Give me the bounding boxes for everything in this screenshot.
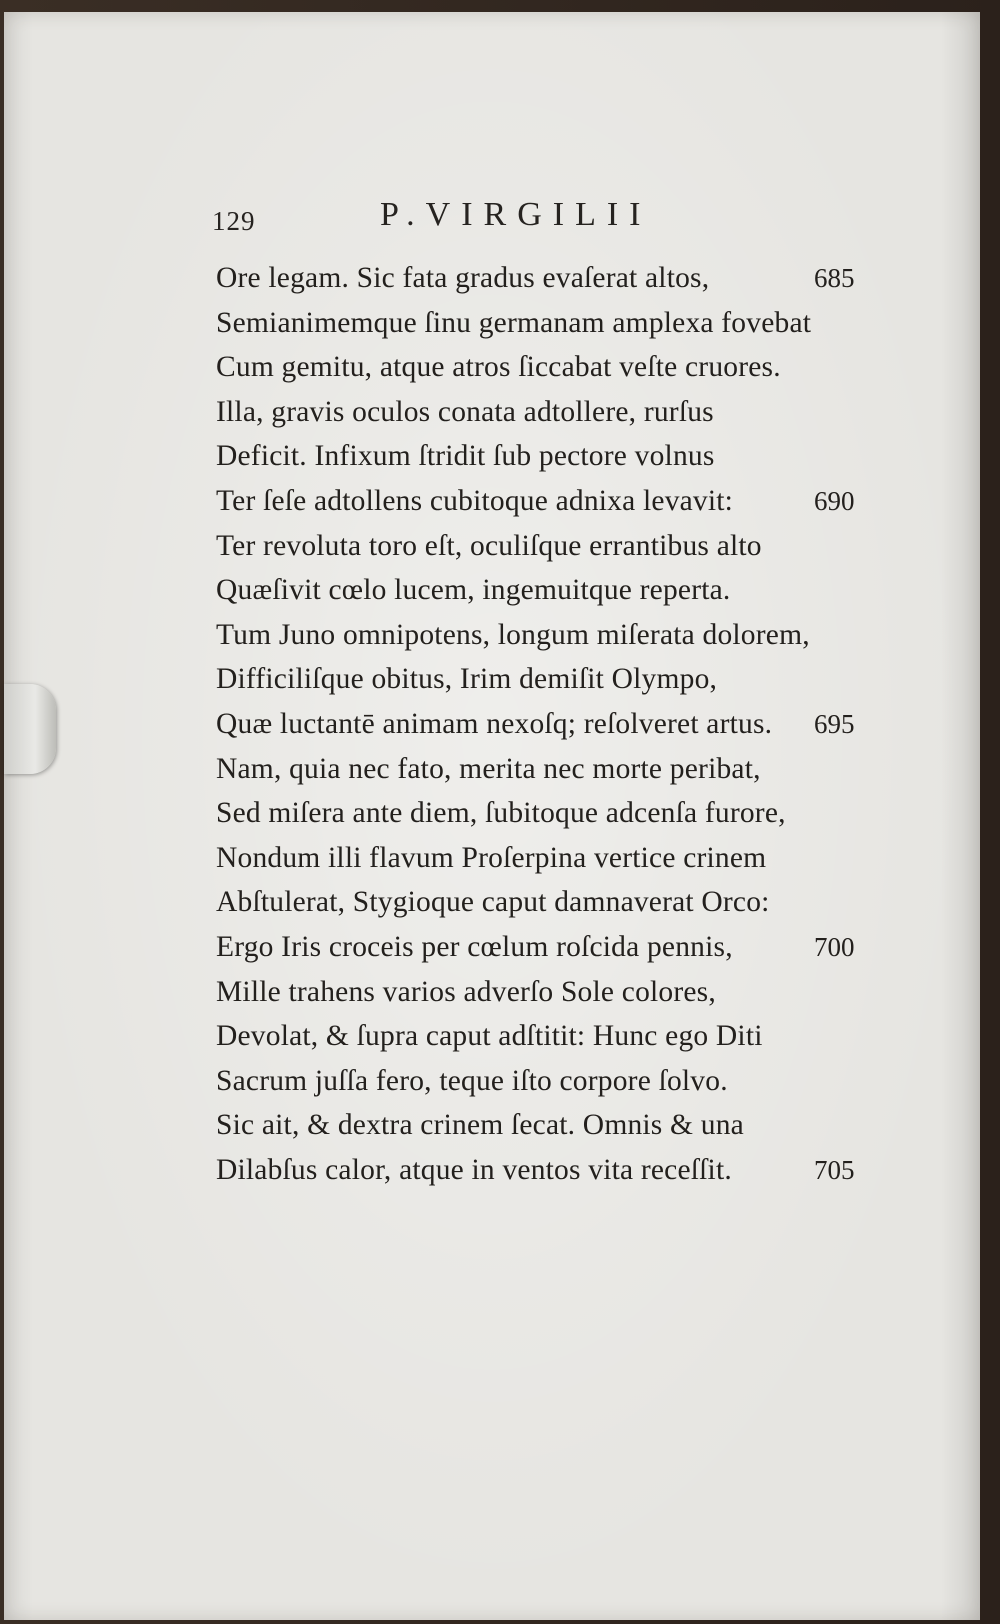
verse-line <box>216 524 866 569</box>
verse-text: Dilabſus calor, atque in ventos vita receſſit. <box>216 1153 732 1186</box>
verse-text: Semianimemque ſinu germanam amplexa fovebat <box>216 306 812 339</box>
verse-text: Cum gemitu, atque atros ſiccabat veſte cruores. <box>216 351 781 384</box>
verse-line <box>216 747 866 792</box>
verse-text: Nondum illi flavum Proſerpina vertice crinem <box>216 841 767 874</box>
verse-text: Sacrum juſſa fero, teque iſto corpore ſolvo. <box>216 1064 728 1097</box>
verse-line <box>216 479 866 524</box>
verse-line <box>216 880 866 925</box>
verse-line <box>216 1103 866 1148</box>
verse-text: Deficit. Infixum ſtridit ſub pectore volnus <box>216 440 715 473</box>
verse-line <box>216 345 866 390</box>
verse-text: Ore legam. Sic fata gradus evaſerat altos, <box>216 262 710 294</box>
verse-line <box>216 613 866 658</box>
verse-line <box>216 568 866 613</box>
running-title: P.VIRGILII <box>380 196 652 233</box>
page-clip <box>4 684 56 774</box>
verse-line <box>216 1014 866 1059</box>
verse-text: Abſtulerat, Stygioque caput damnaverat Orco: <box>216 886 770 919</box>
verse-line <box>216 301 866 346</box>
verse-line <box>216 657 866 702</box>
verse-text: Devolat, & ſupra caput adſtitit: Hunc ego Diti <box>216 1020 763 1053</box>
verse-line <box>216 1059 866 1104</box>
verse-text: Mille trahens varios adverſo Sole colores, <box>216 975 716 1008</box>
page-header <box>212 196 852 246</box>
line-number: 685 <box>814 263 855 293</box>
verse-text: Difficiliſque obitus, Irim demiſit Olympo, <box>216 663 718 696</box>
verse-line <box>216 791 866 836</box>
verse-line <box>216 1148 866 1193</box>
verse-text: Quæ luctantē animam nexoſq; reſolveret artus. <box>216 707 773 740</box>
line-number: 705 <box>814 1154 855 1185</box>
verse-line <box>216 256 866 301</box>
page-number: 129 <box>212 206 256 236</box>
verse-line <box>216 836 866 881</box>
line-number: 690 <box>814 485 855 516</box>
verse-text: Sic ait, & dextra crinem ſecat. Omnis & una <box>216 1109 744 1142</box>
verse-text: Quæſivit cœlo lucem, ingemuitque reperta. <box>216 574 731 607</box>
verse-text: Sed miſera ante diem, ſubitoque adcenſa furore, <box>216 797 786 830</box>
verse-line <box>216 434 866 479</box>
verse-text: Illa, gravis oculos conata adtollere, rurſus <box>216 395 714 428</box>
verse-block <box>216 256 866 1192</box>
verse-line <box>216 970 866 1015</box>
verse-line <box>216 925 866 970</box>
verse-line <box>216 702 866 747</box>
verse-text: Ter revoluta toro eſt, oculiſque errantibus alto <box>216 529 762 562</box>
line-number: 695 <box>814 708 855 739</box>
verse-text: Tum Juno omnipotens, longum miſerata dolorem, <box>216 618 810 651</box>
line-number: 700 <box>814 931 855 962</box>
verse-text: Ergo Iris croceis per cœlum roſcida pennis, <box>216 930 733 963</box>
verse-line <box>216 390 866 435</box>
verse-text: Ter ſeſe adtollens cubitoque adnixa levavit: <box>216 484 734 517</box>
verse-text: Nam, quia nec fato, merita nec morte peribat, <box>216 752 761 785</box>
